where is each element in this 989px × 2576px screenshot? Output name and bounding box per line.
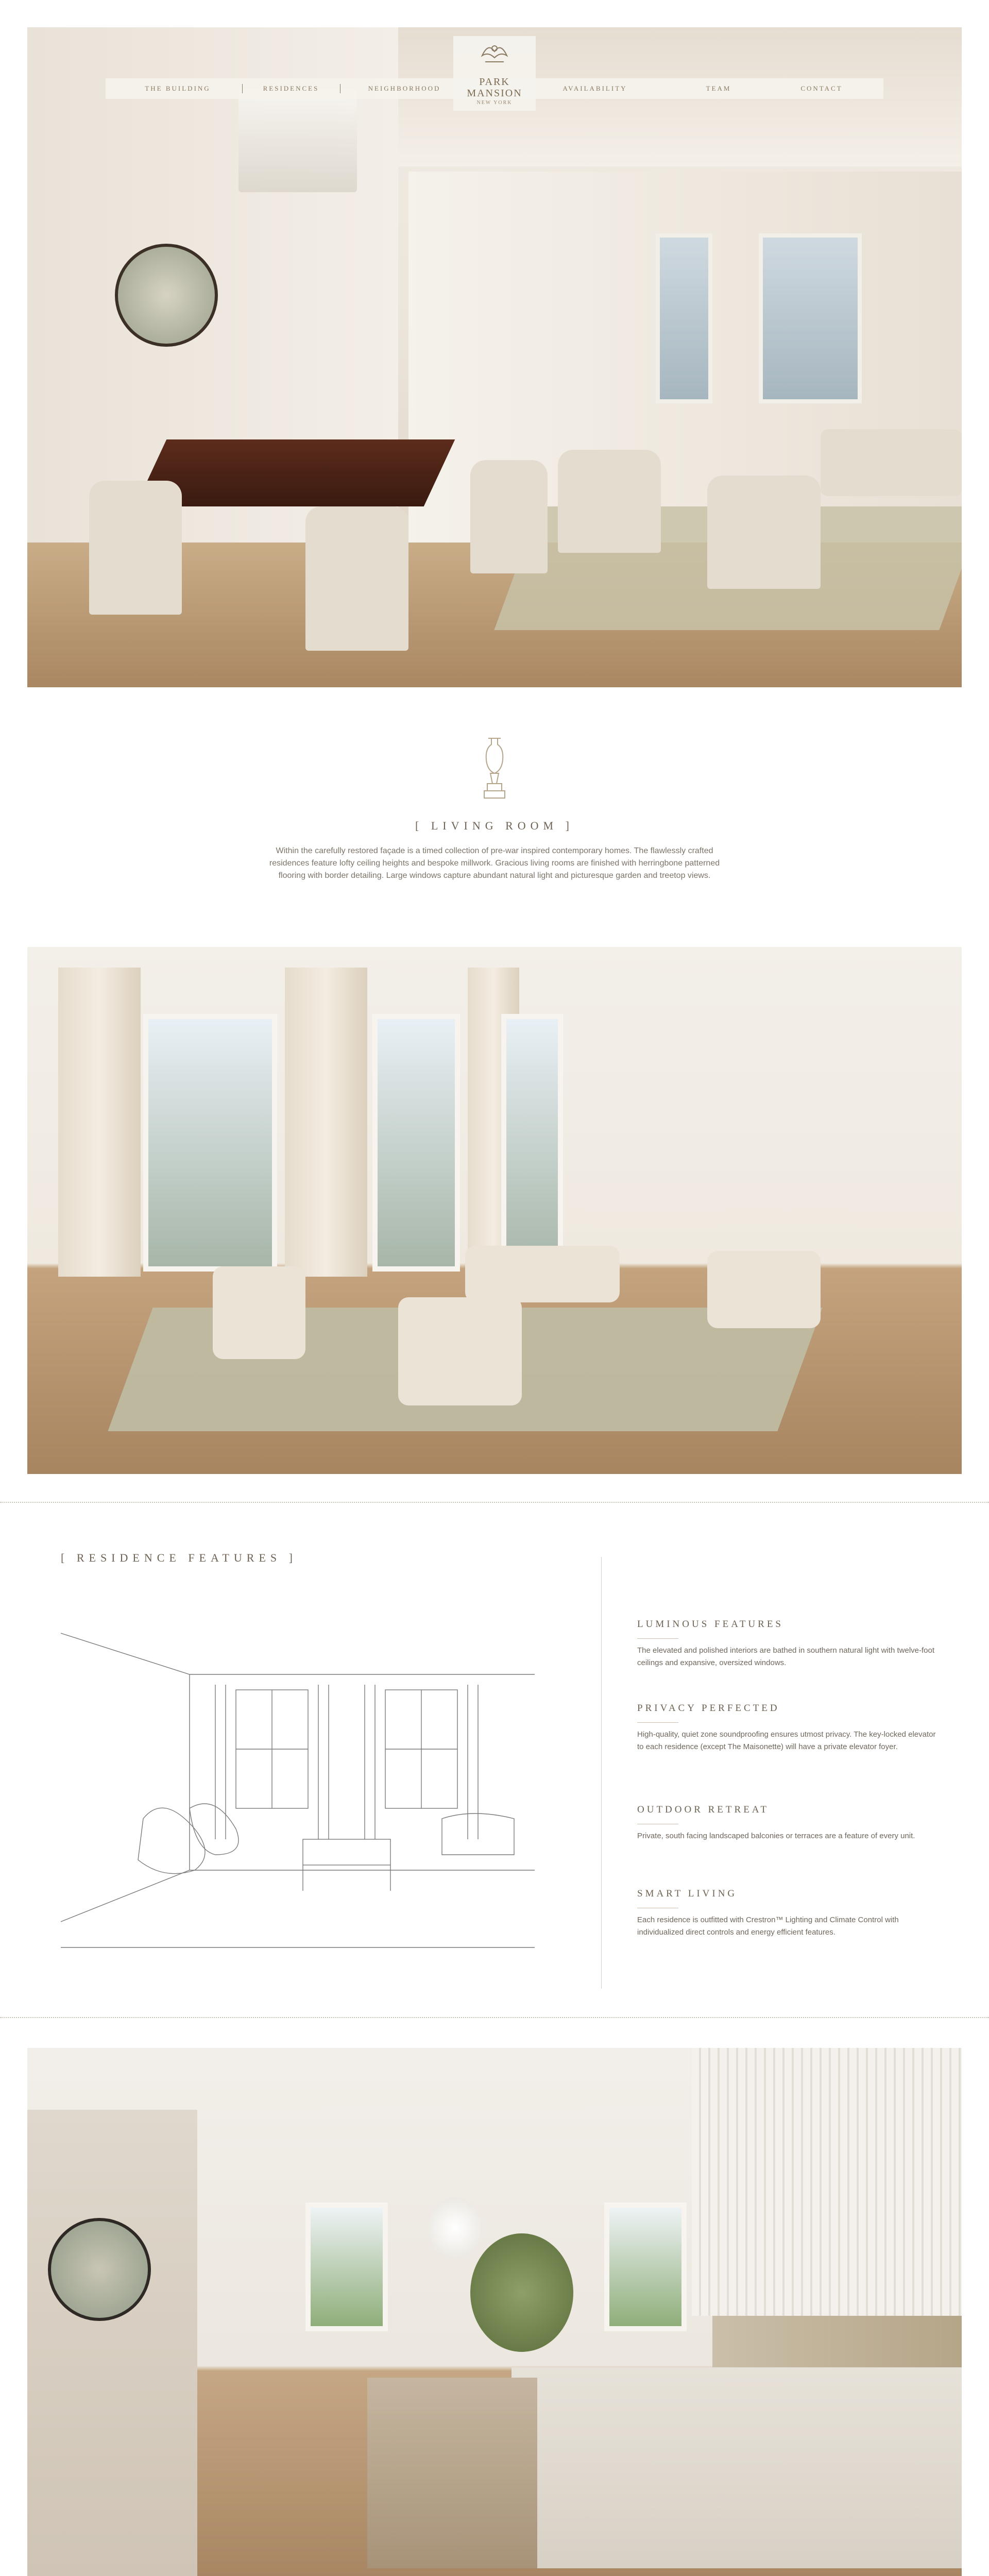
fluted-cabinetry bbox=[692, 2048, 962, 2316]
vertical-divider bbox=[601, 1557, 602, 1989]
room-sketch-illustration bbox=[61, 1613, 535, 1963]
feature-rule bbox=[637, 1638, 678, 1639]
section-divider bbox=[0, 2017, 989, 2020]
feature-body-privacy: High-quality, quiet zone soundproofing ensures utmost privacy. The key-locked elevator to each residence (except The Maisonette) will have a private elevator foyer. bbox=[637, 1730, 936, 1751]
round-mirror bbox=[115, 244, 218, 347]
dining-chair bbox=[305, 506, 408, 651]
dining-chair bbox=[470, 460, 548, 573]
feature-body-outdoor: Private, south facing landscaped balconies or terraces are a feature of every unit. bbox=[637, 1832, 915, 1840]
feature-body-luminous: The elevated and polished interiors are bathed in southern natural light with twelve-foot ceilings and expansive, oversized windows. bbox=[637, 1646, 935, 1667]
kitchen-window bbox=[305, 2202, 388, 2331]
nav-item-contact[interactable]: CONTACT bbox=[800, 84, 843, 92]
lounge-chair bbox=[707, 476, 821, 589]
olive-tree bbox=[470, 2233, 573, 2352]
section-divider bbox=[0, 1502, 989, 1505]
urn-icon bbox=[478, 734, 511, 801]
nav-separator bbox=[242, 84, 243, 93]
living-window bbox=[372, 1014, 460, 1272]
hero-dining-living-image bbox=[27, 27, 962, 687]
kitchen-image bbox=[27, 2048, 962, 2576]
feature-title-luminous: LUMINOUS FEATURES bbox=[637, 1619, 783, 1630]
feature-body-smart: Each residence is outfitted with Crestron™ Lighting and Climate Control with individualized direct controls and energy efficient features. bbox=[637, 1916, 899, 1937]
living-room-text-line: residences feature lofty ceiling heights and bespoke millwork. Gracious living rooms are finished with herringbone patterned bbox=[269, 859, 720, 868]
living-window bbox=[501, 1014, 563, 1272]
nav-item-neighborhood[interactable]: NEIGHBORHOOD bbox=[368, 84, 441, 92]
feature-rule bbox=[637, 1722, 678, 1723]
hero-window bbox=[656, 233, 712, 403]
dining-table bbox=[135, 439, 455, 506]
nav-item-team[interactable]: TEAM bbox=[706, 84, 731, 92]
feature-title-smart: SMART LIVING bbox=[637, 1888, 738, 1899]
logo-text: MANSION bbox=[467, 88, 522, 99]
logo-text: PARK bbox=[479, 76, 510, 88]
living-room-text-line: flooring with border detailing. Large windows capture abundant natural light and picturesque garden and treetop views. bbox=[278, 871, 711, 880]
living-room-image bbox=[27, 947, 962, 1474]
nav-item-availability[interactable]: AVAILABILITY bbox=[562, 84, 627, 92]
crest-icon bbox=[478, 40, 511, 66]
sofa bbox=[821, 429, 962, 496]
curtain bbox=[58, 968, 141, 1277]
crystal-chandelier bbox=[238, 89, 357, 192]
lounge-chair bbox=[213, 1266, 305, 1359]
feature-title-outdoor: OUTDOOR RETREAT bbox=[637, 1804, 770, 1815]
residence-features-title: [ RESIDENCE FEATURES ] bbox=[61, 1551, 297, 1564]
living-room-description bbox=[185, 845, 804, 882]
lounge-chair bbox=[558, 450, 661, 553]
park-mansion-logo[interactable] bbox=[453, 36, 536, 111]
pendant-light bbox=[429, 2197, 481, 2259]
nav-item-residences[interactable]: RESIDENCES bbox=[263, 84, 319, 92]
kitchen-window bbox=[604, 2202, 687, 2331]
living-window bbox=[143, 1014, 277, 1272]
curtain bbox=[285, 968, 367, 1277]
round-mirror bbox=[48, 2218, 151, 2321]
living-room-text-line: Within the carefully restored façade is a timed collection of pre-war inspired contemporary homes. The flawlessly crafted bbox=[276, 846, 713, 855]
sofa bbox=[465, 1246, 620, 1302]
lounge-chair bbox=[707, 1251, 821, 1328]
living-room-title: [ LIVING ROOM ] bbox=[415, 819, 574, 832]
kitchen-counter bbox=[511, 2367, 962, 2568]
kitchen-island bbox=[367, 2378, 537, 2568]
dining-chair bbox=[89, 481, 182, 615]
feature-title-privacy: PRIVACY PERFECTED bbox=[637, 1703, 780, 1714]
hero-window bbox=[759, 233, 862, 403]
logo-subtext: NEW YORK bbox=[476, 100, 513, 106]
nav-item-the-building[interactable]: THE BUILDING bbox=[145, 84, 211, 92]
lounge-chair bbox=[398, 1297, 522, 1405]
dining-doorway bbox=[27, 2110, 197, 2576]
